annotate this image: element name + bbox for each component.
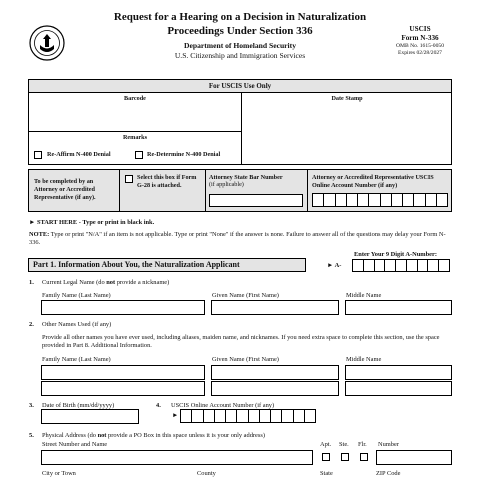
unit-number-input[interactable] <box>376 450 452 465</box>
bar-number-label: Attorney State Bar Number <box>209 174 283 181</box>
q2-given-label: Given Name (First Name) <box>212 356 279 363</box>
reaffirm-label: Re-Affirm N-400 Denial <box>47 151 111 158</box>
county-label: County <box>197 470 216 477</box>
ste-checkbox[interactable] <box>341 453 349 461</box>
attorney-online-account-input[interactable] <box>312 193 448 207</box>
g28-checkbox[interactable] <box>125 175 133 183</box>
a-number-input[interactable] <box>352 259 450 272</box>
g28-label: Select this box if Form G-28 is attached. <box>137 174 197 189</box>
barcode-label: Barcode <box>124 95 146 102</box>
flr-checkbox[interactable] <box>360 453 368 461</box>
q4-arrow-icon: ► <box>172 412 179 419</box>
form-title: Request for a Hearing on a Decision in Naturalization Proceedings Under Section 336 <box>113 11 367 38</box>
uscis-online-account-input[interactable] <box>180 409 316 423</box>
q2-family-label: Family Name (Last Name) <box>42 356 111 363</box>
q1-middle-name-input[interactable] <box>345 300 452 315</box>
flr-label: Flr. <box>358 441 367 448</box>
q2-family-name-input-2[interactable] <box>41 381 205 396</box>
q2-label: Other Names Used (if any) <box>42 321 112 328</box>
street-input[interactable] <box>41 450 313 465</box>
q5-number: 5. <box>29 432 34 439</box>
q2-middle-name-input-2[interactable] <box>345 381 452 396</box>
q3-label: Date of Birth (mm/dd/yyyy) <box>42 402 115 409</box>
q1-given-name-input[interactable] <box>211 300 339 315</box>
q2-middle-name-input-1[interactable] <box>345 365 452 380</box>
state-label: State <box>320 470 333 477</box>
q3-number: 3. <box>29 402 34 409</box>
street-label: Street Number and Name <box>42 441 108 448</box>
date-of-birth-input[interactable] <box>41 409 139 424</box>
q2-instructions: Provide all other names you have ever used, including aliases, maiden name, and nicknames. If you need extra space to complete this section, use the space provided in Part 8. Additional Information. <box>42 334 440 349</box>
bar-number-input[interactable] <box>209 194 303 207</box>
q2-family-name-input-1[interactable] <box>41 365 205 380</box>
q2-number: 2. <box>29 321 34 328</box>
attorney-section <box>28 169 452 212</box>
q2-given-name-input-1[interactable] <box>211 365 339 380</box>
q4-number: 4. <box>156 402 161 409</box>
part1-heading: Part 1. Information About You, the Naturalization Applicant <box>28 258 306 272</box>
q1-family-label: Family Name (Last Name) <box>42 292 111 299</box>
note: NOTE: Type or print "N/A" if an item is not applicable. Type or print "None" if the answer is none. Failure to answer all of the questions may delay your Form N-336. <box>29 231 446 246</box>
uscis-use-box <box>28 79 452 165</box>
start-here: ► START HERE - Type or print in black ink. <box>29 219 155 226</box>
q2-given-name-input-2[interactable] <box>211 381 339 396</box>
apt-checkbox[interactable] <box>322 453 330 461</box>
attorney-intro: To be completed by an Attorney or Accredited Representative (if any). <box>34 178 96 201</box>
department-name: Department of Homeland Security U.S. Citizenship and Immigration Services <box>174 41 306 61</box>
date-stamp-label: Date Stamp <box>331 95 363 102</box>
q1-family-name-input[interactable] <box>41 300 205 315</box>
q2-middle-label: Middle Name <box>346 356 382 363</box>
q1-number: 1. <box>29 279 34 286</box>
number-label: Number <box>378 441 399 448</box>
remarks-label: Remarks <box>122 134 148 141</box>
q1-label: Current Legal Name (do not provide a nickname) <box>42 279 170 286</box>
q1-middle-label: Middle Name <box>346 292 382 299</box>
apt-label: Apt. <box>320 441 332 448</box>
redetermine-checkbox[interactable] <box>135 151 143 159</box>
dhs-seal-icon <box>29 25 65 61</box>
ste-label: Ste. <box>339 441 349 448</box>
q5-label: Physical Address (do not provide a PO Box in this space unless it is your only address) <box>42 432 265 439</box>
city-label: City or Town <box>42 470 76 477</box>
zip-label: ZIP Code <box>376 470 401 477</box>
form-identifier: USCIS Form N-336 OMB No. 1615-0050 Expires 02/28/2027 <box>395 25 444 56</box>
q4-label: USCIS Online Account Number (if any) <box>171 402 275 409</box>
a-number-prefix: ► A- <box>327 262 342 269</box>
bar-number-note: (if applicable) <box>209 181 244 188</box>
a-number-label: Enter Your 9 Digit A-Number: <box>354 251 437 258</box>
redetermine-label: Re-Determine N-400 Denial <box>147 151 221 158</box>
uscis-use-heading: For USCIS Use Only <box>29 80 451 93</box>
reaffirm-checkbox[interactable] <box>34 151 42 159</box>
online-account-label: Attorney or Accredited Representative USCIS Online Account Number (if any) <box>312 174 434 189</box>
q1-given-label: Given Name (First Name) <box>212 292 279 299</box>
